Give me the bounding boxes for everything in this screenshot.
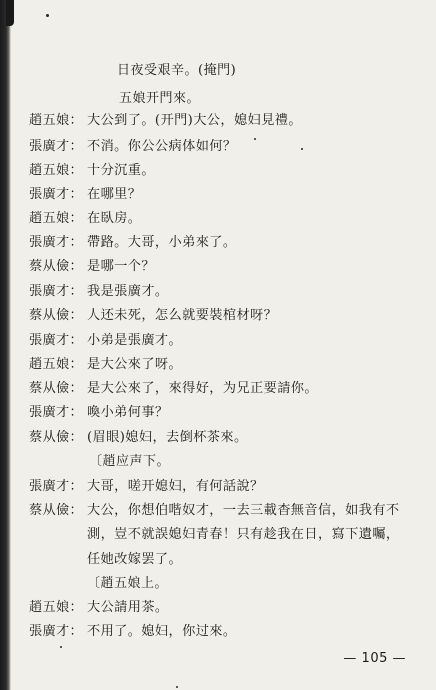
dialogue-line [0, 208, 436, 230]
stage-direction [0, 573, 436, 595]
speech-text: 是大公來了，來得好，为兄正要請你。 [87, 381, 318, 396]
stage-direction-text: 日夜受艰辛。(掩門) [117, 63, 237, 78]
speech-text: 在哪里？ [87, 187, 142, 202]
speech-text: (眉眼)媳妇，去倒杯茶來。 [87, 430, 248, 445]
speaker-name: 張廣才： [29, 187, 83, 202]
dialogue-line [0, 281, 436, 303]
ink-speck [176, 686, 178, 688]
speech-text: 人还未死，怎么就要裝棺材呀？ [87, 308, 278, 323]
speaker-name: 趙五娘： [29, 163, 83, 178]
dialogue-line [0, 256, 436, 278]
speaker-name: 張廣才： [29, 284, 83, 299]
dialogue-line [0, 110, 436, 132]
binding-notch [6, 0, 14, 26]
speech-text: 不消。你公公病体如何？ [87, 139, 237, 154]
speaker-name: 張廣才： [29, 235, 83, 250]
speech-text: 喚小弟何事？ [87, 405, 169, 420]
speech-text: 小弟是張廣才。 [87, 333, 183, 348]
speaker-name: 趙五娘： [29, 113, 83, 128]
speech-text: 大公到了。(开門)大公，媳妇見禮。 [87, 113, 302, 128]
speaker-name: 蔡从儉： [29, 381, 83, 396]
continuation-line [0, 549, 436, 571]
speaker-name: 趙五娘： [29, 211, 83, 226]
speaker-name: 張廣才： [29, 479, 83, 494]
speech-text: 帶路。大哥，小弟來了。 [87, 235, 237, 250]
speech-continuation: 測，豈不就誤媳妇青春！只有趁我在日，寫下遺囑， [87, 527, 400, 542]
speaker-name: 蔡从儉： [29, 259, 83, 274]
dialogue-line [0, 476, 436, 498]
dialogue-line [0, 597, 436, 619]
dialogue-line [0, 354, 436, 376]
ink-speck [46, 14, 49, 17]
speaker-name: 趙五娘： [29, 357, 83, 372]
speech-text: 不用了。媳妇，你过來。 [87, 624, 237, 639]
speech-continuation: 任她改嫁罢了。 [87, 552, 183, 567]
speaker-name: 張廣才： [29, 405, 83, 420]
speech-text: 大哥，嗟开媳妇，有何話說？ [87, 479, 264, 494]
dialogue-line [0, 427, 436, 449]
speech-text: 十分沉重。 [87, 163, 155, 178]
speech-text: 我是張廣才。 [87, 284, 169, 299]
speaker-name: 趙五娘： [29, 600, 83, 615]
stage-direction-text: 〔趙五娘上。 [87, 576, 169, 591]
stage-direction-text: 五娘开門來。 [119, 91, 201, 106]
speaker-name: 張廣才： [29, 333, 83, 348]
speech-text: 大公，你想伯喈奴才，一去三載杳無音信，如我有不 [87, 503, 400, 518]
dialogue-line [0, 232, 436, 254]
dialogue-line [0, 160, 436, 182]
ink-speck [60, 646, 62, 648]
speaker-name: 張廣才： [29, 139, 83, 154]
dialogue-line [0, 136, 436, 158]
dialogue-line [0, 330, 436, 352]
dialogue-line [0, 621, 436, 643]
speech-text: 是大公來了呀。 [87, 357, 183, 372]
speaker-name: 蔡从儉： [29, 308, 83, 323]
stage-direction-text: 〔趙应声下。 [89, 454, 171, 469]
speech-text: 大公請用茶。 [87, 600, 169, 615]
continuation-line [0, 524, 436, 546]
dialogue-line [0, 184, 436, 206]
stage-direction [0, 88, 436, 110]
stage-direction [0, 60, 436, 82]
speech-text: 在臥房。 [87, 211, 142, 226]
dialogue-line [0, 500, 436, 522]
speech-text: 是哪一个？ [87, 259, 155, 274]
dialogue-line [0, 305, 436, 327]
speaker-name: 蔡从儉： [29, 430, 83, 445]
speaker-name: 張廣才： [29, 624, 83, 639]
dialogue-line [0, 402, 436, 424]
page-number: — 105 — [343, 651, 406, 666]
speaker-name: 蔡从儉： [29, 503, 83, 518]
stage-direction [0, 451, 436, 473]
dialogue-line [0, 378, 436, 400]
